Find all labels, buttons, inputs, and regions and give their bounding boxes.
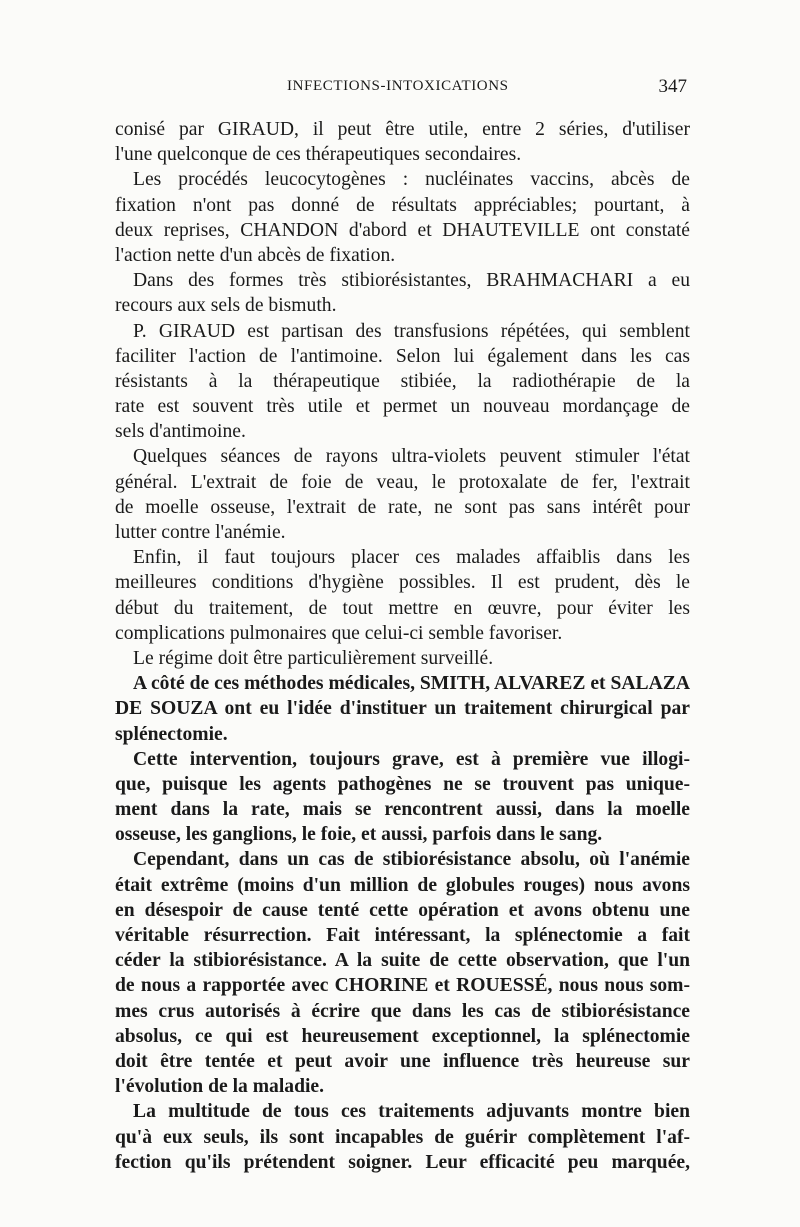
text-line: résistants à la thérapeutique stibiée, la radiothérapie de la	[115, 370, 690, 392]
text-line: de nous a rapportée avec CHORINE et ROUESSÉ, nous nous som-	[115, 975, 690, 997]
running-title: INFECTIONS-INTOXICATIONS	[287, 78, 509, 94]
text-line: Quelques séances de rayons ultra-violets peuvent stimuler l'état	[133, 446, 690, 468]
text-line: fixation n'ont pas donné de résultats appréciables; pourtant, à	[115, 194, 690, 216]
text-line: que, puisque les agents pathogènes ne se trouvent pas unique-	[115, 773, 690, 795]
text-line: l'une quelconque de ces thérapeutiques secondaires.	[115, 144, 522, 166]
text-line: conisé par GIRAUD, il peut être utile, entre 2 séries, d'utiliser	[115, 119, 690, 140]
text-line: recours aux sels de bismuth.	[115, 295, 337, 317]
text-line: P. GIRAUD est partisan des transfusions répétées, qui semblent	[133, 320, 690, 342]
text-line: DE SOUZA ont eu l'idée d'instituer un traitement chirurgical par	[115, 698, 690, 720]
text-line: véritable résurrection. Fait intéressant, la splénectomie a fait	[115, 925, 690, 946]
text-line: faciliter l'action de l'antimoine. Selon lui également dans les cas	[115, 345, 690, 367]
text-line: Enfin, il faut toujours placer ces malades affaiblis dans les	[133, 547, 690, 569]
text-line: céder la stibiorésistance. A la suite de cette observation, que l'un	[115, 950, 690, 972]
text-line: Les procédés leucocytogènes : nucléinates vaccins, abcès de	[133, 169, 690, 191]
text-line: doit être tentée et peut avoir une influence très heureuse sur	[115, 1050, 690, 1072]
text-line: La multitude de tous ces traitements adjuvants montre bien	[133, 1101, 690, 1123]
text-line: sels d'antimoine.	[115, 421, 246, 443]
text-line: en désespoir de cause tenté cette opération et avons obtenu une	[115, 899, 690, 921]
text-line: qu'à eux seuls, ils sont incapables de guérir complètement l'af-	[115, 1126, 690, 1148]
text-line: A côté de ces méthodes médicales, SMITH, ALVAREZ et SALAZA	[133, 673, 690, 695]
text-line: rate est souvent très utile et permet un nouveau mordançage de	[115, 396, 690, 418]
text-line: meilleures conditions d'hygiène possibles. Il est prudent, dès le	[115, 572, 690, 594]
text-line: splénectomie.	[115, 723, 228, 745]
text-line: complications pulmonaires que celui-ci semble favoriser.	[115, 622, 563, 644]
page-number: 347	[658, 76, 687, 97]
text-line: début du traitement, de tout mettre en œuvre, pour éviter les	[115, 597, 690, 619]
text-line: Dans des formes très stibiorésistantes, BRAHMACHARI a eu	[133, 270, 690, 292]
text-line: ment dans la rate, mais se rencontrent aussi, dans la moelle	[115, 799, 690, 821]
text-line: était extrême (moins d'un million de globules rouges) nous avons	[115, 874, 690, 896]
page-header	[115, 76, 687, 102]
text-line: fection qu'ils prétendent soigner. Leur efficacité peu marquée,	[115, 1151, 690, 1173]
text-line: Cependant, dans un cas de stibiorésistance absolu, où l'anémie	[133, 849, 690, 871]
text-line: général. L'extrait de foie de veau, le protoxalate de fer, l'extrait	[115, 471, 690, 493]
text-line: l'évolution de la maladie.	[115, 1076, 325, 1098]
text-line: Le régime doit être particulièrement surveillé.	[133, 647, 494, 669]
text-line: deux reprises, CHANDON d'abord et DHAUTEVILLE ont constaté	[115, 219, 690, 241]
text-line: lutter contre l'anémie.	[115, 522, 286, 543]
text-line: absolus, ce qui est heureusement exceptionnel, la splénectomie	[115, 1025, 690, 1047]
text-line: osseuse, les ganglions, le foie, et aussi, parfois dans le sang.	[115, 824, 603, 846]
text-line: l'action nette d'un abcès de fixation.	[115, 244, 396, 266]
text-line: mes crus autorisés à écrire que dans les cas de stibiorésistance	[115, 1000, 690, 1022]
body-text	[115, 117, 690, 1175]
text-line: Cette intervention, toujours grave, est à première vue illogi-	[133, 748, 690, 770]
text-line: de moelle osseuse, l'extrait de rate, ne sont pas sans intérêt pour	[115, 496, 690, 518]
